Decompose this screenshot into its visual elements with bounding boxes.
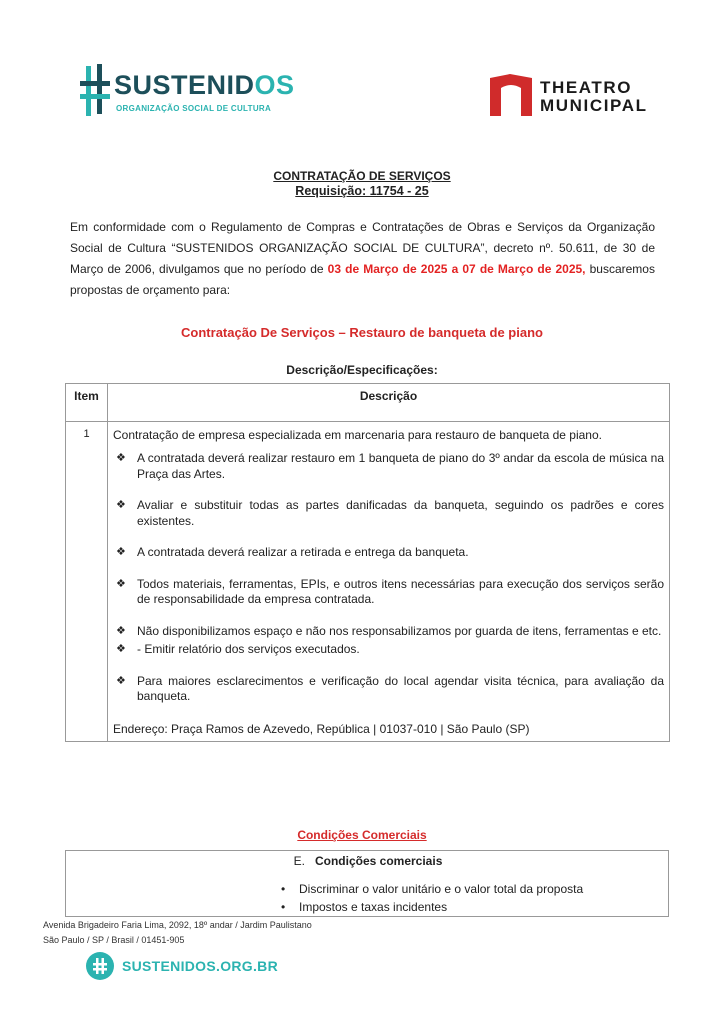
theatro-line1: THEATRO bbox=[540, 78, 633, 97]
service-subject: Contratação De Serviços – Restauro de banqueta de piano bbox=[181, 325, 543, 340]
list-item: ❖ Não disponibilizamos espaço e não nos responsabilizamos por guarda de itens, ferramentas e etc. bbox=[116, 623, 662, 638]
footer-address-line1: Avenida Brigadeiro Faria Lima, 2092, 18º andar / Jardim Paulistano bbox=[43, 920, 312, 930]
spec-table bbox=[65, 383, 670, 742]
table-header-row bbox=[66, 384, 670, 422]
diamond-bullet-icon: ❖ bbox=[116, 452, 126, 464]
header-description: Descrição bbox=[108, 384, 670, 422]
website-url: SUSTENIDOS.ORG.BR bbox=[122, 958, 279, 974]
footer-website-link[interactable] bbox=[86, 952, 286, 982]
list-item: ❖ A contratada deverá realizar restauro em 1 banqueta de piano do 3º andar da escola de música na Praça das Artes. bbox=[116, 451, 664, 481]
commercial-conditions-box bbox=[65, 850, 669, 917]
diamond-bullet-icon: ❖ bbox=[116, 499, 126, 511]
commercial-conditions-title: Condições Comerciais bbox=[297, 828, 427, 842]
requisition-number: Requisição: 11754 - 25 bbox=[295, 184, 429, 198]
list-item: ❖ Todos materiais, ferramentas, EPIs, e outros itens necessárias para execução dos serviços serão de responsabilidade da empresa contratada. bbox=[116, 576, 664, 606]
bullet-icon: • bbox=[281, 882, 286, 896]
sustenidos-logo bbox=[80, 64, 295, 120]
diamond-bullet-icon: ❖ bbox=[116, 624, 126, 637]
arch-logo-icon bbox=[490, 74, 532, 116]
theatro-municipal-logo bbox=[490, 74, 655, 120]
intro-paragraph: Em conformidade com o Regulamento de Compras e Contratações de Obras e Serviços da Organização Social de Cultura “SUSTENIDOS ORGANIZAÇÃO SOCIAL DE CULTURA”, decreto nº. 50.611, de 30 de Março de 2006, divulgamos que no período de 03 de Março de 2025 a 07 de Março de 2025, buscaremos propostas de orçamento para: bbox=[70, 220, 655, 297]
diamond-bullet-icon: ❖ bbox=[116, 674, 126, 687]
sustenidos-wordmark: SUSTENIDOS bbox=[114, 70, 295, 100]
commercial-section-heading: E. Condições comerciais bbox=[293, 854, 443, 868]
list-item: ❖ Para maiores esclarecimentos e verificação do local agendar visita técnica, para avaliação da banqueta. bbox=[116, 673, 664, 703]
item-number: 1 bbox=[66, 422, 108, 742]
table-row bbox=[66, 422, 670, 742]
footer-address-line2: São Paulo / SP / Brasil / 01451-905 bbox=[43, 935, 185, 945]
document-title: CONTRATAÇÃO DE SERVIÇOS bbox=[273, 169, 451, 183]
sustenidos-subtitle: ORGANIZAÇÃO SOCIAL DE CULTURA bbox=[116, 104, 272, 113]
bullet-icon: • bbox=[281, 900, 286, 914]
hash-logo-icon bbox=[80, 64, 110, 118]
hash-circle-icon bbox=[86, 952, 114, 980]
diamond-bullet-icon: ❖ bbox=[116, 643, 126, 655]
spec-title: Descrição/Especificações: bbox=[286, 363, 438, 377]
theatro-line2: MUNICIPAL bbox=[540, 96, 648, 115]
header-item: Item bbox=[66, 384, 108, 422]
list-item: ❖ - Emitir relatório dos serviços executados. bbox=[116, 642, 360, 656]
description-cell bbox=[108, 422, 670, 742]
list-item: • Discriminar o valor unitário e o valor total da proposta bbox=[281, 882, 584, 896]
diamond-bullet-icon: ❖ bbox=[116, 577, 126, 590]
list-item: • Impostos e taxas incidentes bbox=[281, 900, 448, 914]
period-highlight: 03 de Março de 2025 a 07 de Março de 2025, bbox=[327, 262, 586, 276]
description-intro: Contratação de empresa especializada em marcenaria para restauro de banqueta de piano. bbox=[113, 428, 602, 442]
list-item: ❖ A contratada deverá realizar a retirada e entrega da banqueta. bbox=[116, 545, 469, 559]
service-address: Endereço: Praça Ramos de Azevedo, República | 01037-010 | São Paulo (SP) bbox=[113, 721, 530, 736]
list-item: ❖ Avaliar e substituir todas as partes danificadas da banqueta, seguindo os padrões e cores existentes. bbox=[116, 498, 664, 528]
diamond-bullet-icon: ❖ bbox=[116, 546, 126, 558]
